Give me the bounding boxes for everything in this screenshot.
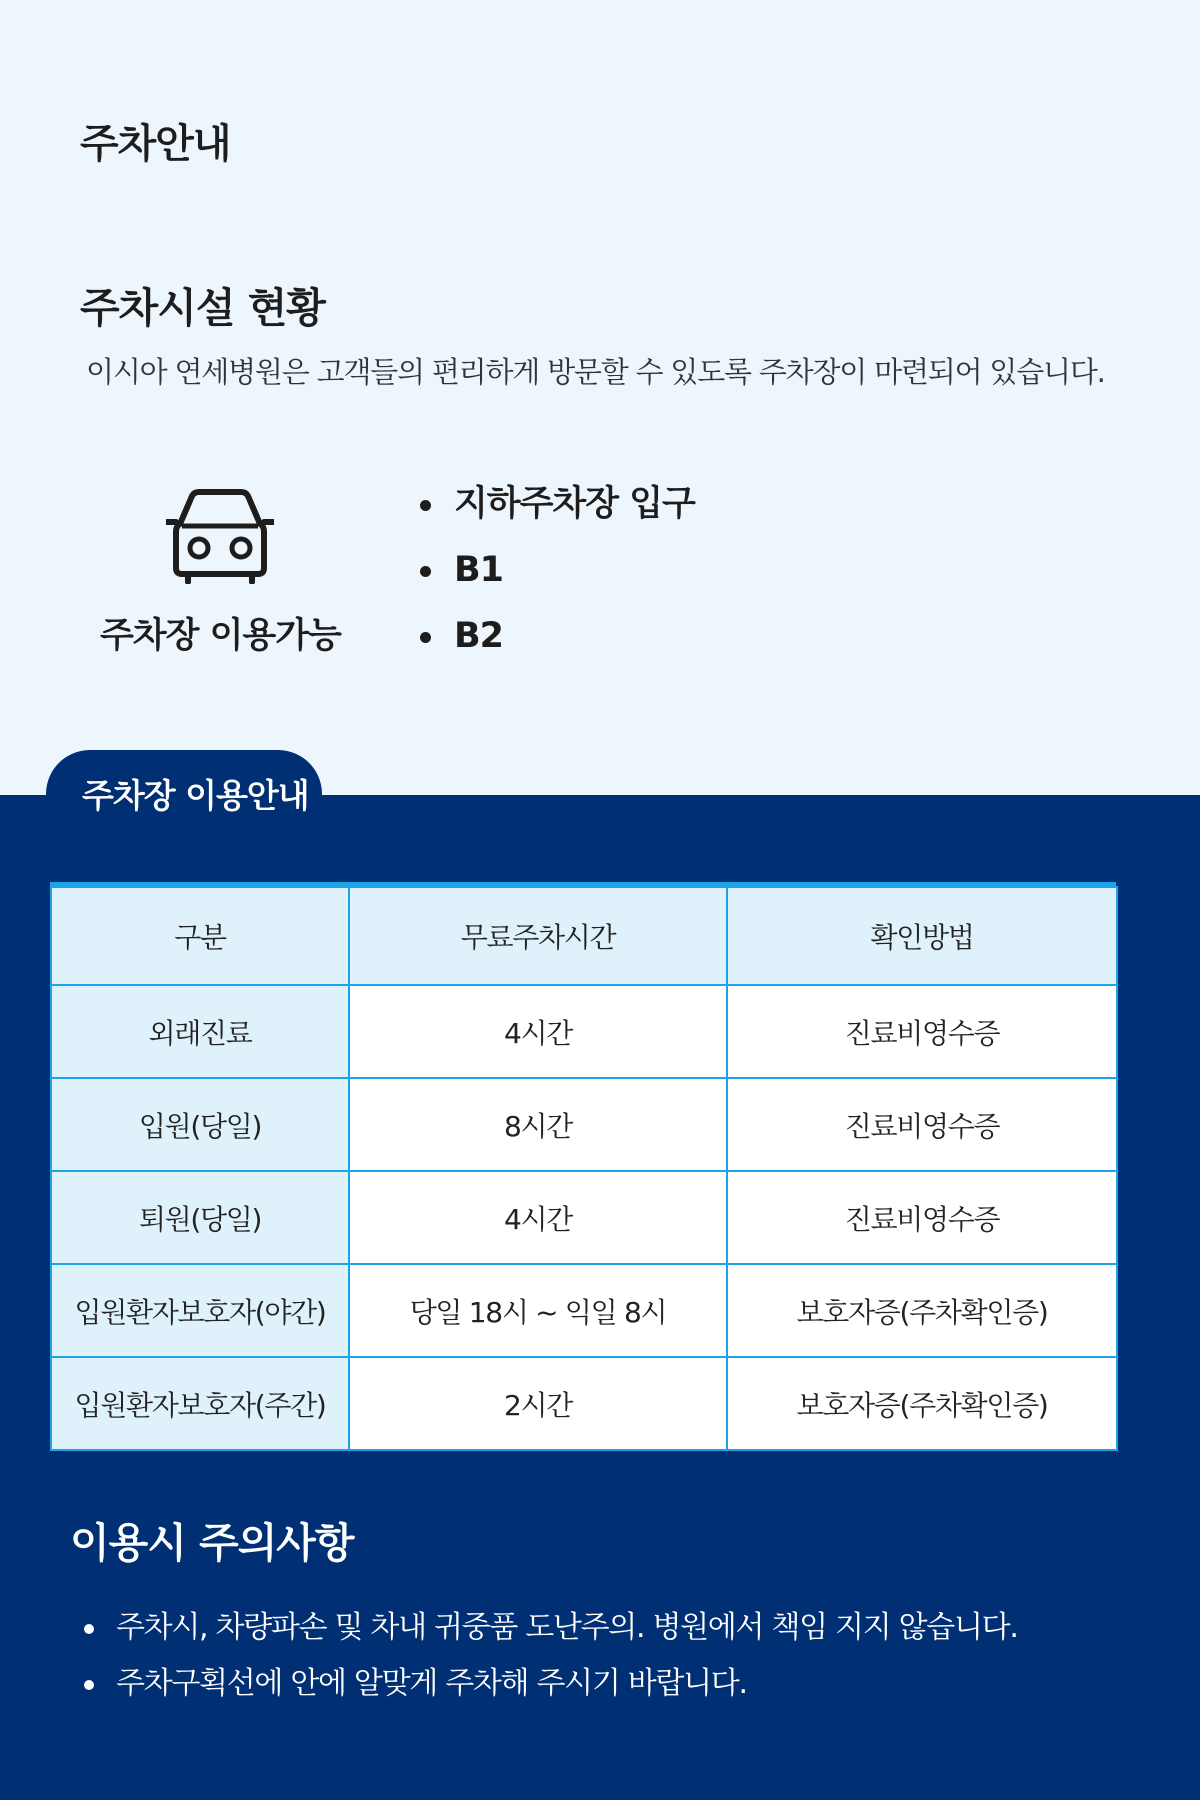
entrance-label: B1 xyxy=(454,550,504,590)
bullet-icon xyxy=(420,566,431,577)
entrance-label: 지하주차장 입구 xyxy=(454,484,695,524)
list-item xyxy=(418,544,695,610)
table-row xyxy=(51,1078,1117,1171)
list-item xyxy=(82,1600,1018,1656)
usage-guide-tab: 주차장 이용안내 xyxy=(46,750,322,830)
table-cell: 8시간 xyxy=(349,1078,727,1171)
list-item xyxy=(418,610,695,676)
table-row xyxy=(51,1357,1117,1450)
parking-table xyxy=(50,886,1118,1451)
bullet-icon xyxy=(84,1680,94,1690)
entrance-label: B2 xyxy=(454,616,504,656)
bullet-icon xyxy=(420,500,431,511)
table-cell: 보호자증(주차확인증) xyxy=(727,1357,1117,1450)
entrance-list xyxy=(418,478,695,676)
table-cell: 입원(당일) xyxy=(51,1078,349,1171)
table-cell: 입원환자보호자(야간) xyxy=(51,1264,349,1357)
column-header: 구분 xyxy=(51,887,349,985)
table-cell: 외래진료 xyxy=(51,985,349,1078)
list-item xyxy=(82,1656,1018,1712)
page-title: 주차안내 xyxy=(80,121,231,167)
facility-title: 주차시설 현황 xyxy=(80,284,325,332)
column-header: 확인방법 xyxy=(727,887,1117,985)
facility-description: 이시아 연세병원은 고객들의 편리하게 방문할 수 있도록 주차장이 마련되어 있습니다. xyxy=(86,355,1105,389)
notice-text: 주차시, 차량파손 및 차내 귀중품 도난주의. 병원에서 책임 지지 않습니다. xyxy=(116,1610,1018,1645)
table-row xyxy=(51,1264,1117,1357)
notice-list xyxy=(82,1600,1018,1712)
car-icon xyxy=(166,488,274,584)
list-item xyxy=(418,478,695,544)
table-cell: 퇴원(당일) xyxy=(51,1171,349,1264)
table-row xyxy=(51,985,1117,1078)
table-cell: 진료비영수증 xyxy=(727,1078,1117,1171)
table-cell: 진료비영수증 xyxy=(727,1171,1117,1264)
bullet-icon xyxy=(84,1624,94,1634)
parking-available-label: 주차장 이용가능 xyxy=(100,616,341,656)
parking-table-wrap xyxy=(50,882,1116,1451)
notice-title: 이용시 주의사항 xyxy=(70,1519,354,1567)
table-cell: 입원환자보호자(주간) xyxy=(51,1357,349,1450)
column-header: 무료주차시간 xyxy=(349,887,727,985)
notice-text: 주차구획선에 안에 알맞게 주차해 주시기 바랍니다. xyxy=(116,1666,747,1701)
table-cell: 4시간 xyxy=(349,1171,727,1264)
bullet-icon xyxy=(420,632,431,643)
table-cell: 2시간 xyxy=(349,1357,727,1450)
table-header-row xyxy=(51,887,1117,985)
table-cell: 당일 18시 ~ 익일 8시 xyxy=(349,1264,727,1357)
table-cell: 4시간 xyxy=(349,985,727,1078)
table-row xyxy=(51,1171,1117,1264)
table-cell: 진료비영수증 xyxy=(727,985,1117,1078)
table-cell: 보호자증(주차확인증) xyxy=(727,1264,1117,1357)
